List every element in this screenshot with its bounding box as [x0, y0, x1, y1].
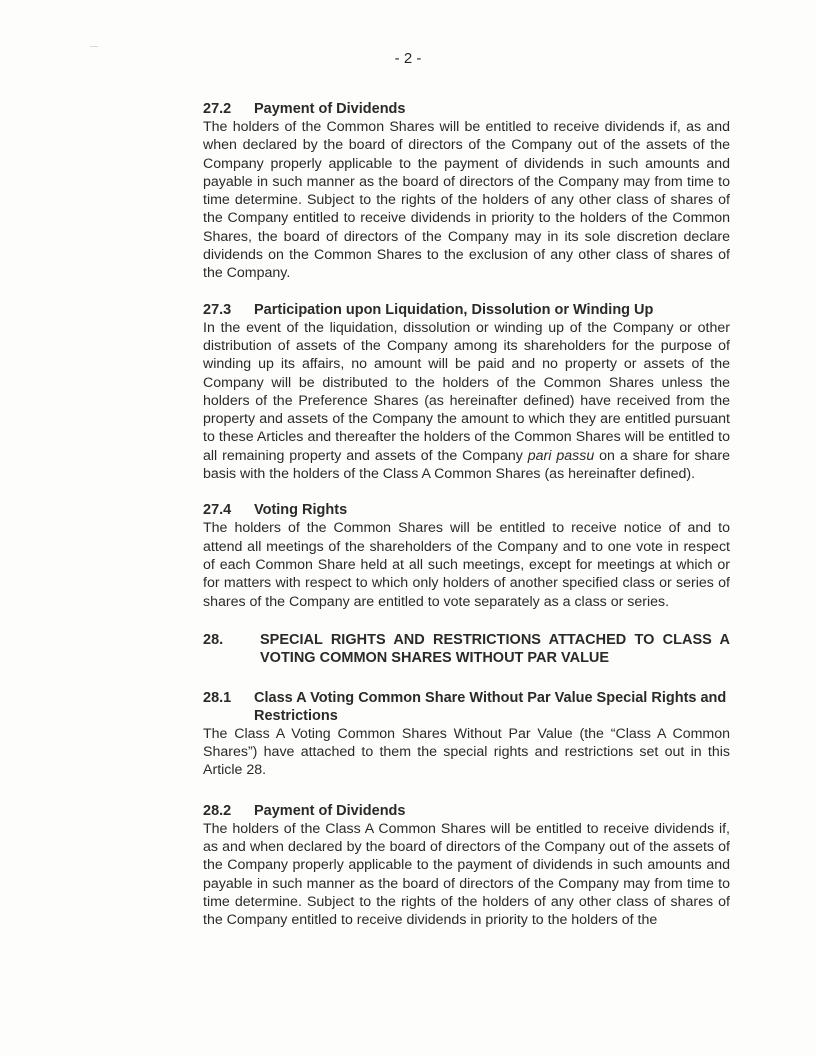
document-body — [203, 100, 730, 930]
section-number: 27.2 — [203, 101, 232, 117]
section-title: SPECIAL RIGHTS AND RESTRICTIONS ATTACHED TO CLASS A VOTING COMMON SHARES WITHOUT PAR VALUE — [260, 631, 730, 666]
section-27-4-heading — [203, 501, 730, 519]
section-number: 28. — [203, 631, 224, 648]
section-title: Participation upon Liquidation, Dissolution or Winding Up — [254, 301, 654, 318]
section-27-3-body — [203, 319, 730, 484]
section-27-2-heading — [203, 100, 730, 118]
section-title: Payment of Dividends — [254, 802, 406, 819]
body-text: on a share for share basis with the holders of the Class A Common Shares (as hereinafter defined). — [203, 447, 730, 483]
scan-artifact — [90, 46, 98, 47]
section-28-2-heading — [203, 802, 730, 820]
italic-term: pari passu — [527, 447, 595, 464]
section-28-2-body: The holders of the Class A Common Shares will be entitled to receive dividends if, as and when declared by the board of directors of the Company out of the assets of the Company properly applicable to the payment of dividends in such amounts and payable in such manner as the board of directors of the Company may from time to time determine. Subject to the rights of the holders of any other class of shares of the Company entitled to receive dividends in priority to the holders of the — [203, 820, 730, 929]
page-number: - 2 - — [394, 50, 422, 67]
section-number: 27.3 — [203, 301, 232, 318]
section-28-heading — [203, 631, 730, 667]
section-title: Class A Voting Common Share Without Par Value Special Rights and Restrictions — [254, 689, 727, 724]
section-title: Payment of Dividends — [254, 101, 406, 117]
body-text: In the event of the liquidation, dissolution or winding up of the Company or other distribution of assets of the Company among its shareholders for the purpose of winding up its affairs, no amount will be paid and no property or assets of the Company will be distributed to the holders of the Common Shares unless the holders of the Preference Shares (as hereinafter defined) have received from the property and assets of the Company the amount to which they are entitled pursuant to these Articles and thereafter the holders of the Common Shares will be entitled to all remaining property and assets of the Company — [203, 319, 730, 464]
section-number: 27.4 — [203, 502, 232, 519]
section-27-3-heading — [203, 301, 730, 319]
section-number: 28.2 — [203, 802, 232, 819]
section-27-4-body: The holders of the Common Shares will be entitled to receive notice of and to attend all meetings of the shareholders of the Company and to one vote in respect of each Common Share held at all such meetings, except for meetings at which or for matters with respect to which only holders of another specified class or series of shares of the Company are entitled to vote separately as a class or series. — [203, 520, 730, 610]
section-number: 28.1 — [203, 689, 232, 706]
section-title: Voting Rights — [254, 502, 348, 519]
section-28-1-heading — [203, 689, 730, 725]
section-27-2-body: The holders of the Common Shares will be entitled to receive dividends if, as and when declared by the board of directors of the Company out of the assets of the Company properly applicable to the payment of dividends in such amounts and payable in such manner as the board of directors of the Company may from time to time determine. Subject to the rights of the holders of any other class of shares of the Company entitled to receive dividends in priority to the holders of the Common Shares, the board of directors of the Company may in its sole discretion declare dividends on the Common Shares to the exclusion of any other class of shares of the Company. — [203, 119, 730, 282]
section-28-1-body: The Class A Voting Common Shares Without Par Value (the “Class A Common Shares”) have attached to them the special rights and restrictions set out in this Article 28. — [203, 725, 730, 779]
